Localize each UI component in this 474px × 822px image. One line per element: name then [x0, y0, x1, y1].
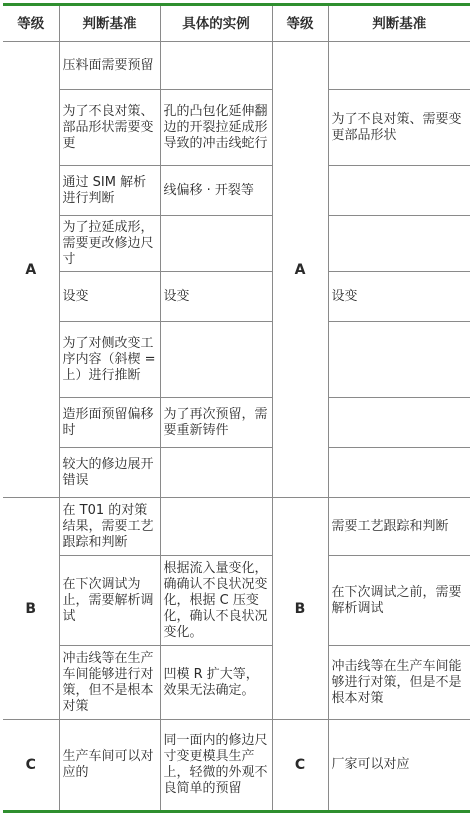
example-cell — [160, 448, 272, 498]
right-criterion-cell: 设变 — [328, 272, 470, 322]
criterion-cell: 在 T01 的对策结果，需要工艺跟踪和判断 — [59, 498, 160, 556]
table-row — [3, 42, 470, 90]
table-row — [3, 90, 470, 166]
criterion-cell: 压料面需要预留 — [59, 42, 160, 90]
example-cell: 线偏移 · 开裂等 — [160, 166, 272, 216]
example-cell: 孔的凸包化延伸翻边的开裂拉延成形导致的冲击线蛇行 — [160, 90, 272, 166]
example-cell: 为了再次预留，需要重新铸件 — [160, 398, 272, 448]
header-grade: 等级 — [3, 5, 59, 42]
right-criterion-cell: 冲击线等在生产车间能够进行对策，但是不是根本对策 — [328, 646, 470, 720]
right-criterion-cell: 厂家可以对应 — [328, 720, 470, 812]
right-criterion-cell — [328, 42, 470, 90]
example-cell — [160, 42, 272, 90]
right-criterion-cell — [328, 216, 470, 272]
table-row — [3, 272, 470, 322]
criterion-cell: 通过 SIM 解析进行判断 — [59, 166, 160, 216]
criterion-cell: 为了不良对策、部品形状需要变更 — [59, 90, 160, 166]
example-cell — [160, 322, 272, 398]
table-row — [3, 448, 470, 498]
right-criterion-cell: 在下次调试之前，需要解析调试 — [328, 556, 470, 646]
criterion-cell: 造形面预留偏移时 — [59, 398, 160, 448]
example-cell — [160, 216, 272, 272]
table-row — [3, 216, 470, 272]
criterion-cell: 较大的修边展开错误 — [59, 448, 160, 498]
right-criterion-cell — [328, 398, 470, 448]
table-row — [3, 498, 470, 556]
header-criterion: 判断基准 — [59, 5, 160, 42]
grade-cell-right: C — [272, 720, 328, 812]
right-criterion-cell: 为了不良对策、需要变更部品形状 — [328, 90, 470, 166]
right-criterion-cell: 需要工艺跟踪和判断 — [328, 498, 470, 556]
criterion-cell: 冲击线等在生产车间能够进行对策，但不是根本对策 — [59, 646, 160, 720]
table-row — [3, 646, 470, 720]
header-example: 具体的实例 — [160, 5, 272, 42]
grade-cell-right: B — [272, 498, 328, 720]
header-row — [3, 5, 470, 42]
example-cell: 凹模 R 扩大等，效果无法确定。 — [160, 646, 272, 720]
judgment-criteria-table — [3, 3, 470, 813]
header-criterion-right: 判断基准 — [328, 5, 470, 42]
right-criterion-cell — [328, 448, 470, 498]
criterion-cell: 设变 — [59, 272, 160, 322]
table-row — [3, 166, 470, 216]
criterion-cell: 生产车间可以对应的 — [59, 720, 160, 812]
right-criterion-cell — [328, 322, 470, 398]
criterion-cell: 为了对侧改变工序内容（斜楔 = 上）进行推断 — [59, 322, 160, 398]
table-row — [3, 720, 470, 812]
criterion-cell: 在下次调试为止，需要解析调试 — [59, 556, 160, 646]
grade-cell-right: A — [272, 42, 328, 498]
example-cell: 根据流入量变化，确确认不良状况变化，根据 C 压变化，确认不良状况变化。 — [160, 556, 272, 646]
example-cell: 同一面内的修边尺寸变更模具生产上，轻微的外观不良简单的预留 — [160, 720, 272, 812]
header-grade-right: 等级 — [272, 5, 328, 42]
grade-cell: A — [3, 42, 59, 498]
table-row — [3, 322, 470, 398]
table-row — [3, 556, 470, 646]
grade-cell: B — [3, 498, 59, 720]
criterion-cell: 为了拉延成形，需要更改修边尺寸 — [59, 216, 160, 272]
example-cell: 设变 — [160, 272, 272, 322]
example-cell — [160, 498, 272, 556]
right-criterion-cell — [328, 166, 470, 216]
grade-cell: C — [3, 720, 59, 812]
table-row — [3, 398, 470, 448]
